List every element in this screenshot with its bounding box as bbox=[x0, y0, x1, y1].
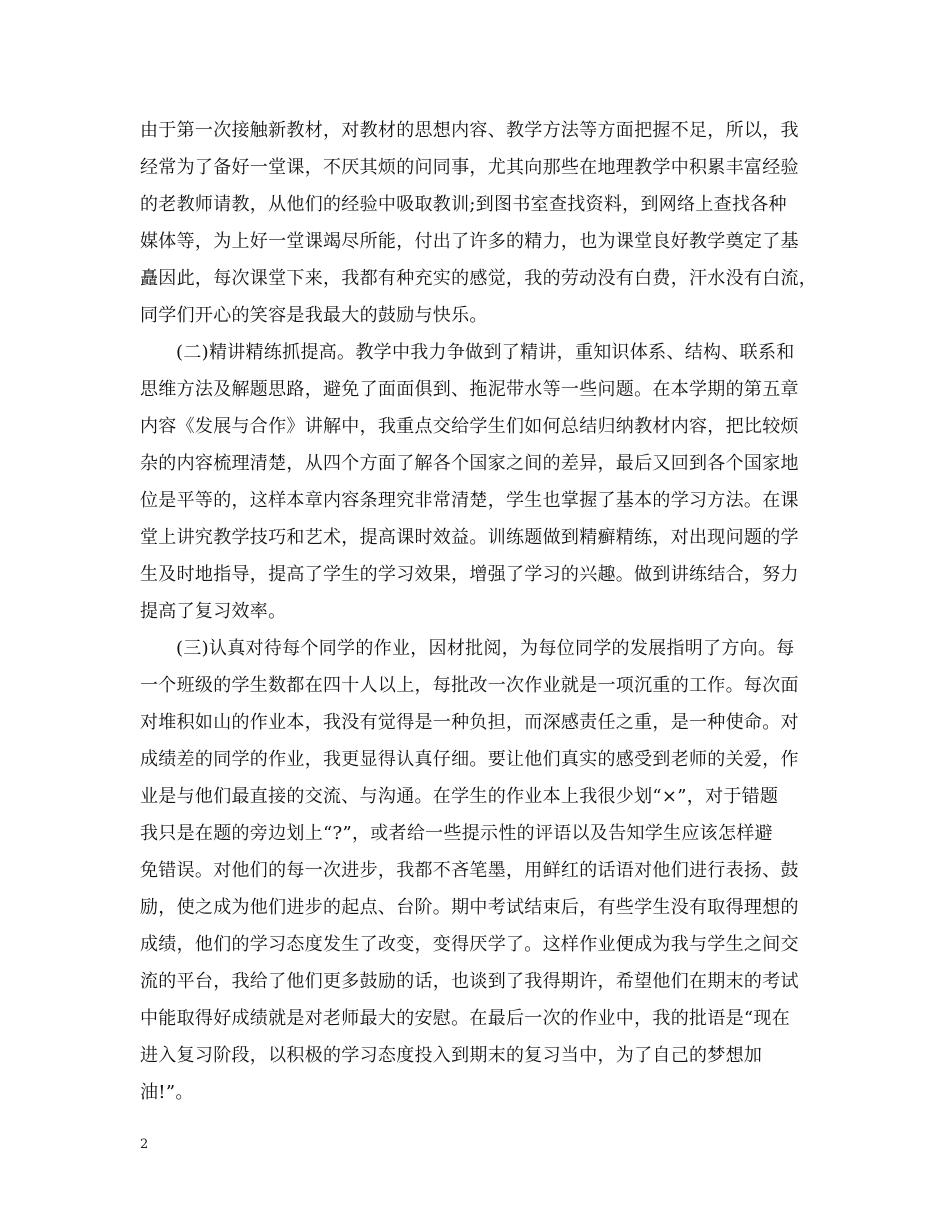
text-line: 进入复习阶段，以积极的学习态度投入到期末的复习当中，为了自己的梦想加 bbox=[140, 1045, 763, 1066]
text-line: 业是与他们最直接的交流、与沟通。在学生的作业本上我很少划“×”，对于错题 bbox=[140, 786, 779, 807]
text-line: 的老教师请教，从他们的经验中吸取教训;到图书室查找资料，到网络上查找各种 bbox=[140, 194, 787, 215]
text-line: 生及时地指导，提高了学生的学习效果，增强了学习的兴趣。做到讲练结合，努力 bbox=[140, 564, 799, 585]
text-line: 免错误。对他们的每一次进步，我都不吝笔墨，用鲜红的话语对他们进行表扬、鼓 bbox=[140, 860, 799, 881]
text-line: 位是平等的，这样本章内容条理究非常清楚，学生也掌握了基本的学习方法。在课 bbox=[140, 490, 799, 511]
text-line: 提高了复习效率。 bbox=[140, 601, 287, 622]
text-line: 同学们开心的笑容是我最大的鼓励与快乐。 bbox=[140, 305, 488, 326]
text-line: 流的平台，我给了他们更多鼓励的话，也谈到了我得期许，希望他们在期末的考试 bbox=[140, 971, 799, 992]
text-line: 我只是在题的旁边划上“?”，或者给一些提示性的评语以及告知学生应该怎样避 bbox=[140, 823, 773, 844]
text-line: 中能取得好成绩就是对老师最大的安慰。在最后一次的作业中，我的批语是“现在 bbox=[140, 1008, 790, 1029]
paragraph-heading-line: (三)认真对待每个同学的作业，因材批阅，为每位同学的发展指明了方向。每 bbox=[176, 638, 795, 659]
text-line: 经常为了备好一堂课，不厌其烦的问同事，尤其向那些在地理教学中积累丰富经验 bbox=[140, 157, 799, 178]
text-line: 思维方法及解题思路，避免了面面俱到、拖泥带水等一些问题。在本学期的第五章 bbox=[140, 379, 799, 400]
text-line: 堂上讲究教学技巧和艺术，提高课时效益。训练题做到精癣精练，对出现问题的学 bbox=[140, 527, 799, 548]
paragraph-heading-line: (二)精讲精练抓提高。教学中我力争做到了精讲，重知识体系、结构、联系和 bbox=[176, 342, 795, 363]
text-line: 矗因此，每次课堂下来，我都有种充实的感觉，我的劳动没有白费，汗水没有白流， bbox=[140, 268, 818, 289]
text-line: 油!”。 bbox=[140, 1082, 194, 1103]
text-line: 媒体等，为上好一堂课竭尽所能，付出了许多的精力，也为课堂良好教学奠定了基 bbox=[140, 231, 799, 252]
text-line: 励，使之成为他们进步的起点、台阶。期中考试结束后，有些学生没有取得理想的 bbox=[140, 897, 799, 918]
text-line: 一个班级的学生数都在四十人以上，每批改一次作业就是一项沉重的工作。每次面 bbox=[140, 675, 799, 696]
text-line: 成绩差的同学的作业，我更显得认真仔细。要让他们真实的感受到老师的关爱，作 bbox=[140, 749, 799, 770]
text-line: 杂的内容梳理清楚，从四个方面了解各个国家之间的差异，最后又回到各个国家地 bbox=[140, 453, 799, 474]
page-number: 2 bbox=[140, 1137, 149, 1152]
text-line: 对堆积如山的作业本，我没有觉得是一种负担，而深感责任之重，是一种使命。对 bbox=[140, 712, 799, 733]
text-line: 由于第一次接触新教材，对教材的思想内容、教学方法等方面把握不足，所以，我 bbox=[140, 120, 799, 141]
text-line: 成绩，他们的学习态度发生了改变，变得厌学了。这样作业便成为我与学生之间交 bbox=[140, 934, 799, 955]
text-line: 内容《发展与合作》讲解中，我重点交给学生们如何总结归纳教材内容，把比较烦 bbox=[140, 416, 799, 437]
